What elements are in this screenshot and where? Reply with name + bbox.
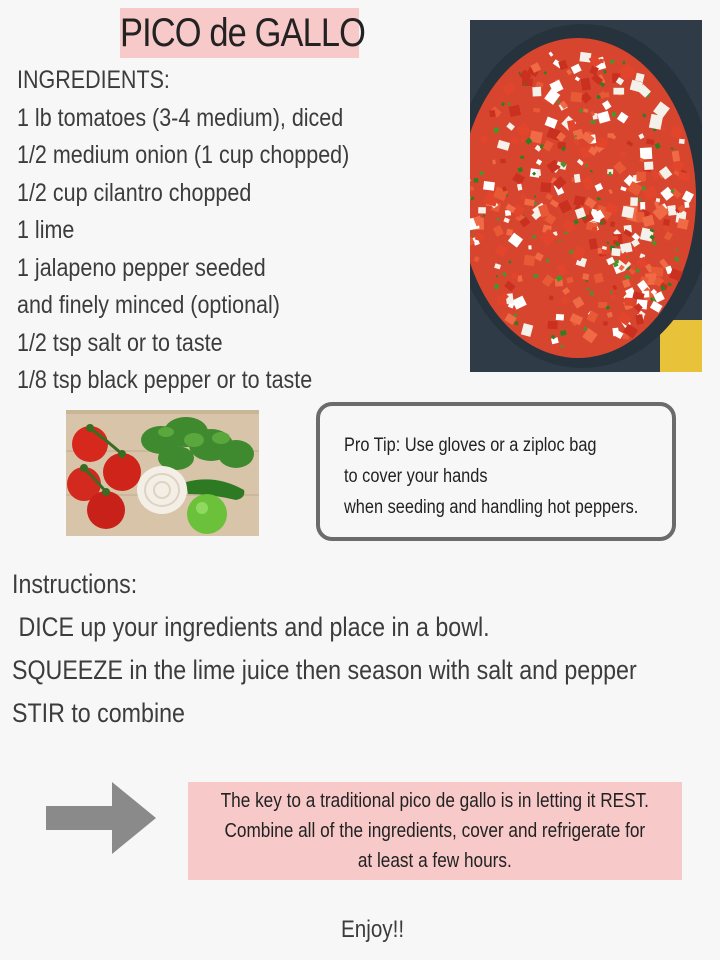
instructions-section	[12, 563, 637, 735]
ingredient-item: 1 jalapeno pepper seeded	[17, 253, 266, 282]
page-title: PICO de GALLO	[120, 8, 359, 58]
salsa-bit	[509, 105, 522, 117]
salsa-bit	[483, 181, 495, 191]
salsa-bit	[533, 108, 540, 113]
salsa-bit	[590, 291, 593, 295]
ingredient-item: 1 lime	[17, 216, 75, 244]
salsa-bit	[610, 221, 615, 227]
instructions-heading: Instructions:	[12, 569, 138, 599]
salsa-bit	[615, 260, 619, 264]
salsa-bowl-photo	[470, 20, 702, 372]
salsa-bit	[663, 219, 670, 226]
salsa-bit	[596, 137, 608, 149]
arrow-right-icon	[46, 782, 156, 854]
ingredients-list	[17, 62, 349, 400]
salsa-bit	[556, 314, 564, 321]
salsa-bit	[492, 160, 495, 165]
salsa-bit	[581, 78, 591, 91]
ingredients-illustration	[66, 410, 259, 536]
salsa-bit	[611, 248, 620, 256]
salsa-bit	[484, 199, 489, 204]
salsa-bit	[638, 198, 641, 201]
ingredient-item: 1/2 medium onion (1 cup chopped)	[17, 141, 350, 169]
instruction-step: DICE up your ingredients and place in a bowl.	[12, 612, 490, 642]
salsa-bit	[612, 236, 618, 241]
salsa-bit	[474, 178, 479, 182]
salsa-bit	[597, 95, 601, 99]
salsa-bit	[569, 250, 573, 253]
salsa-bit	[630, 197, 638, 206]
salsa-bit	[598, 302, 607, 308]
salsa-bit	[506, 229, 513, 236]
instruction-step: STIR to combine	[12, 698, 185, 728]
key-note-text	[188, 786, 682, 876]
salsa-bit	[532, 87, 541, 97]
salsa-bit	[524, 255, 536, 266]
salsa-bit	[495, 284, 499, 289]
pro-tip-line: to cover your hands	[344, 466, 488, 487]
salsa-bit	[640, 202, 645, 210]
salsa-bit	[547, 321, 557, 329]
salsa-bowl-illustration	[470, 20, 702, 372]
salsa-bit	[623, 61, 625, 64]
salsa-bit	[611, 295, 616, 299]
salsa-bit	[640, 147, 652, 159]
ingredient-item: 1/2 tsp salt or to taste	[17, 328, 223, 357]
key-note-line: The key to a traditional pico de gallo is in letting it REST.	[220, 790, 649, 812]
salsa-bit	[677, 218, 689, 230]
salsa-bit	[536, 170, 541, 177]
salsa-bit	[520, 138, 525, 144]
ingredients-heading: INGREDIENTS:	[17, 66, 170, 94]
salsa-bit	[586, 280, 588, 282]
salsa-bit	[500, 159, 505, 164]
pro-tip-box	[316, 402, 676, 541]
salsa-bit	[608, 133, 614, 138]
salsa-bit	[612, 112, 616, 117]
ingredient-item: 1/2 cup cilantro chopped	[17, 178, 252, 207]
salsa-bit	[613, 88, 624, 95]
salsa-bit	[684, 202, 689, 208]
salsa-bit	[624, 298, 633, 307]
salsa-bit	[644, 162, 653, 170]
salsa-bit	[636, 172, 645, 182]
pro-tip-text	[344, 430, 638, 523]
salsa-bit	[603, 321, 608, 326]
salsa-bit	[667, 205, 676, 216]
salsa-bit	[621, 206, 634, 219]
salsa-bit	[574, 174, 581, 183]
key-note-line: at least a few hours.	[357, 850, 512, 872]
ingredient-item: and finely minced (optional)	[17, 291, 280, 319]
salsa-bit	[579, 52, 591, 63]
salsa-bit	[570, 92, 582, 103]
salsa-bit	[489, 110, 496, 117]
salsa-bit	[597, 248, 602, 254]
salsa-bit	[679, 139, 685, 144]
salsa-bit	[481, 136, 488, 143]
salsa-bit	[511, 273, 518, 280]
pro-tip-line: when seeding and handling hot peppers.	[344, 497, 639, 518]
ingredient-item: 1/8 tsp black pepper or to taste	[17, 366, 313, 394]
ingredient-item: 1 lb tomatoes (3-4 medium), diced	[17, 103, 344, 132]
salsa-bit	[528, 245, 531, 249]
salsa-bit	[599, 59, 604, 64]
salsa-bit	[514, 321, 518, 325]
salsa-bit	[478, 207, 486, 213]
instruction-step: SQUEEZE in the lime juice then season with salt and pepper	[12, 655, 637, 685]
ingredients-photo	[66, 410, 259, 536]
salsa-bit	[565, 232, 568, 235]
pro-tip-line: Pro Tip: Use gloves or a ziploc bag	[344, 435, 597, 456]
key-note-line: Combine all of the ingredients, cover and refrigerate for	[224, 820, 646, 842]
salsa-bit	[540, 182, 551, 192]
closing-text: Enjoy!!	[341, 916, 405, 943]
salsa-bit	[574, 195, 586, 206]
salsa-bit	[582, 273, 589, 280]
salsa-bit	[584, 327, 588, 331]
key-note-box	[188, 782, 682, 880]
